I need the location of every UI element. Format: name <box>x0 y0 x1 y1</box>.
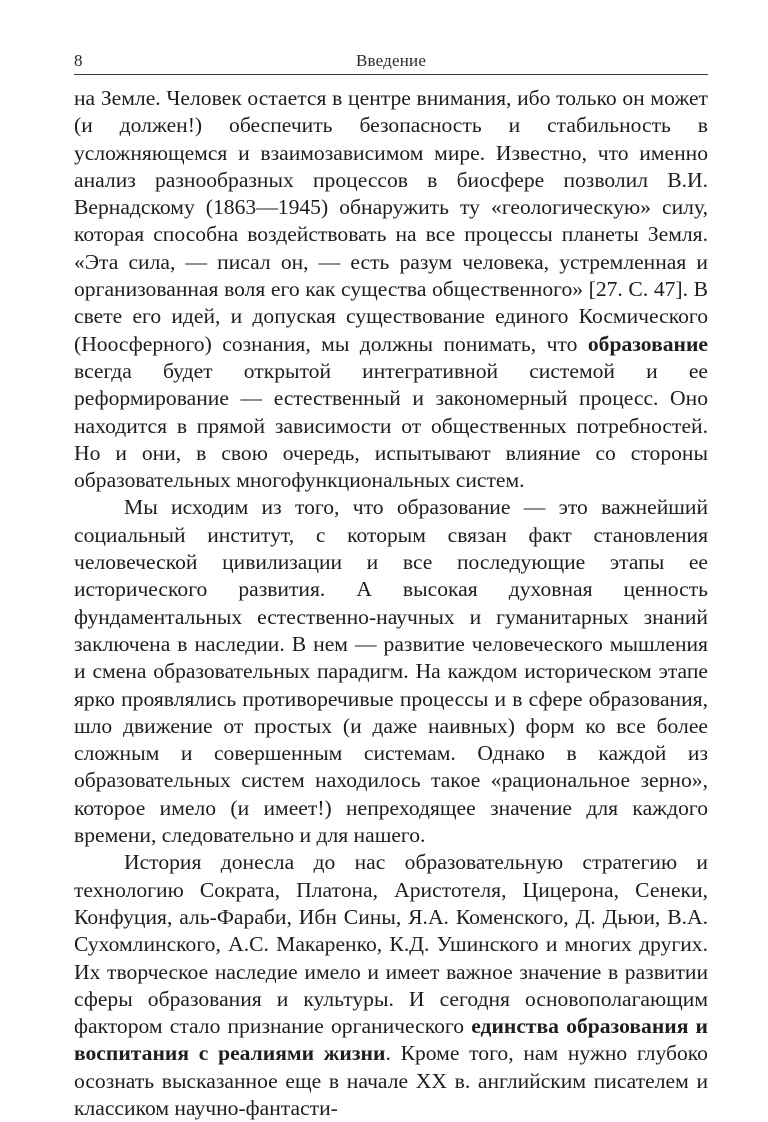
section-title: Введение <box>355 51 427 70</box>
running-header <box>74 48 708 75</box>
body-text <box>74 85 708 1122</box>
paragraph-3 <box>74 849 708 1122</box>
paragraph-1 <box>74 85 708 494</box>
text-segment: всегда будет открытой интегративной системой и ее реформирование — естественный и закономерный процесс. Оно находится в прямой зависимости от общественных потребностей. Но и они, в свою очередь, испытывают влияние со стороны образовательных многофункциональных систем. <box>74 358 708 493</box>
page-number: 8 <box>74 51 83 70</box>
bold-phrase: единства образования и воспитания с реалиями жизни <box>74 1014 708 1066</box>
paragraph-2 <box>74 494 708 849</box>
bold-term: образование <box>587 331 708 356</box>
text-segment: История донесла до нас образовательную стратегию и технологию Сократа, Платона, Аристотеля, Цицерона, Сенеки, Конфуция, аль-Фараби, Ибн Сины, Я.А. Коменского, Д. Дьюи, В.А. Сухомлинского, А.С. Макаренко, К.Д. Ушинского и многих других. Их творческое наследие имело и имеет важное значение в развитии сферы образования и культуры. И сегодня основополагающим фактором стало признание органического <box>74 850 708 1039</box>
text-segment: . Кроме того, нам нужно глубоко осознать высказанное еще в начале XX в. английским писателем и классиком научно-фантасти- <box>74 1041 708 1120</box>
text-segment: Мы исходим из того, что образование — это важнейший социальный институт, с которым связан факт становления человеческой цивилизации и все последующие этапы ее исторического развития. А высокая духовная ценность фундаментальных естественно-научных и гуманитарных знаний заключена в наследии. В нем — развитие человеческого мышления и смена образовательных парадигм. На каждом историческом этапе ярко проявлялись противоречивые процессы и в сфере образования, шло движение от простых (и даже наивных) форм ко все более сложным и совершенным системам. Однако в каждой из образовательных систем находилось такое «рациональное зерно», которое имело (и имеет!) непреходящее значение для каждого времени, следовательно и для нашего. <box>74 495 708 848</box>
book-page <box>74 48 708 1122</box>
text-segment: на Земле. Человек остается в центре внимания, ибо только он может (и должен!) обеспечить безопасность и стабильность в усложняющемся и взаимозависимом мире. Известно, что именно анализ разнообразных процессов в биосфере позволил В.И. Вернадскому (1863—1945) обнаружить ту «геологическую» силу, которая способна воздействовать на все процессы планеты Земля. «Эта сила, — писал он, — есть разум человека, устремленная и организованная воля его как существа общественного» [27. С. 47]. В свете его идей, и допуская существование единого Космического (Ноосферного) сознания, мы должны понимать, что <box>74 86 708 356</box>
